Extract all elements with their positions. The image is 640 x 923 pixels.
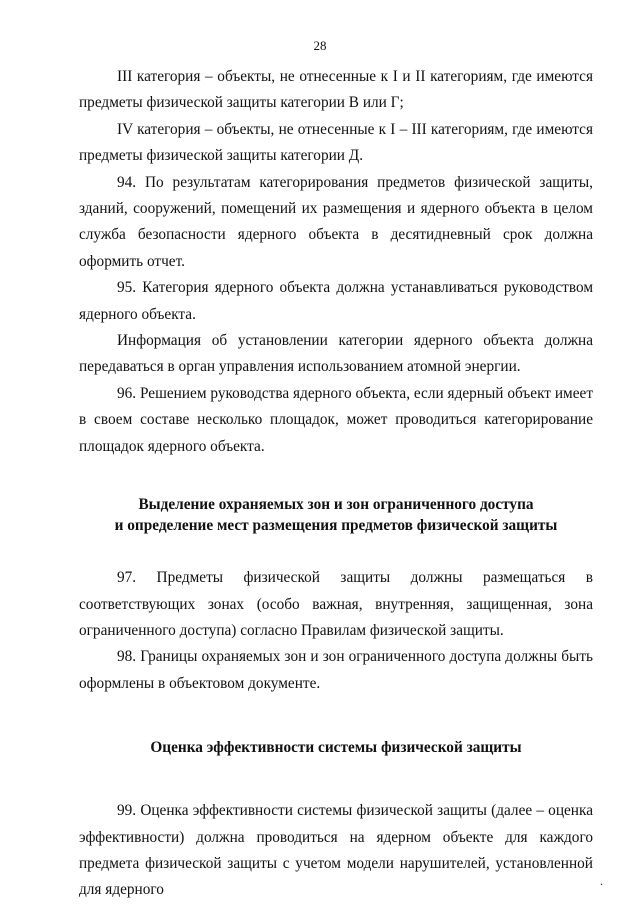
section-heading-zones-line2: и определение мест размещения предметов физической защиты <box>114 517 558 535</box>
margin-mark: . <box>600 874 603 888</box>
page-number: 28 <box>313 38 327 53</box>
section-heading-zones-line1: Выделение охраняемых зон и зон ограниченного доступа <box>138 496 534 514</box>
paragraph-95-info: Информация об установлении категории ядерного объекта должна передаваться в орган управления использованием атомной энергии. <box>79 332 593 376</box>
document-body <box>79 64 593 904</box>
paragraph-category-3: III категория – объекты, не отнесенные к I и II категориям, где имеются предметы физической защиты категории В или Г; <box>79 68 593 112</box>
paragraph-95: 95. Категория ядерного объекта должна устанавливаться руководством ядерного объекта. <box>79 279 593 323</box>
paragraph-97: 97. Предметы физической защиты должны размещаться в соответствующих зонах (особо важная, внутренняя, защищенная, зона ограниченного доступа) согласно Правилам физической защиты. <box>79 569 593 639</box>
paragraph-96: 96. Решением руководства ядерного объекта, если ядерный объект имеет в своем составе несколько площадок, может проводиться категорирование площадок ядерного объекта. <box>79 384 593 455</box>
paragraph-94: 94. По результатам категорирования предметов физической защиты, зданий, сооружений, помещений их размещения и ядерного объекта в целом служба безопасности ядерного объекта в десятидневный срок должна оформить отчет. <box>79 173 593 270</box>
section-heading-efficiency: Оценка эффективности системы физической защиты <box>150 739 522 757</box>
paragraph-category-4: IV категория – объекты, не отнесенные к I – III категориям, где имеются предметы физической защиты категории Д. <box>79 120 593 165</box>
section-heading-zones <box>79 494 593 536</box>
paragraph-99: 99. Оценка эффективности системы физической защиты (далее – оценка эффективности) должна проводиться на ядерном объекте для каждого предмета физической защиты с учетом модели нарушителей, установленной для ядерного <box>79 802 593 899</box>
paragraph-98: 98. Границы охраняемых зон и зон ограниченного доступа должны быть оформлены в объектовом документе. <box>79 648 593 692</box>
